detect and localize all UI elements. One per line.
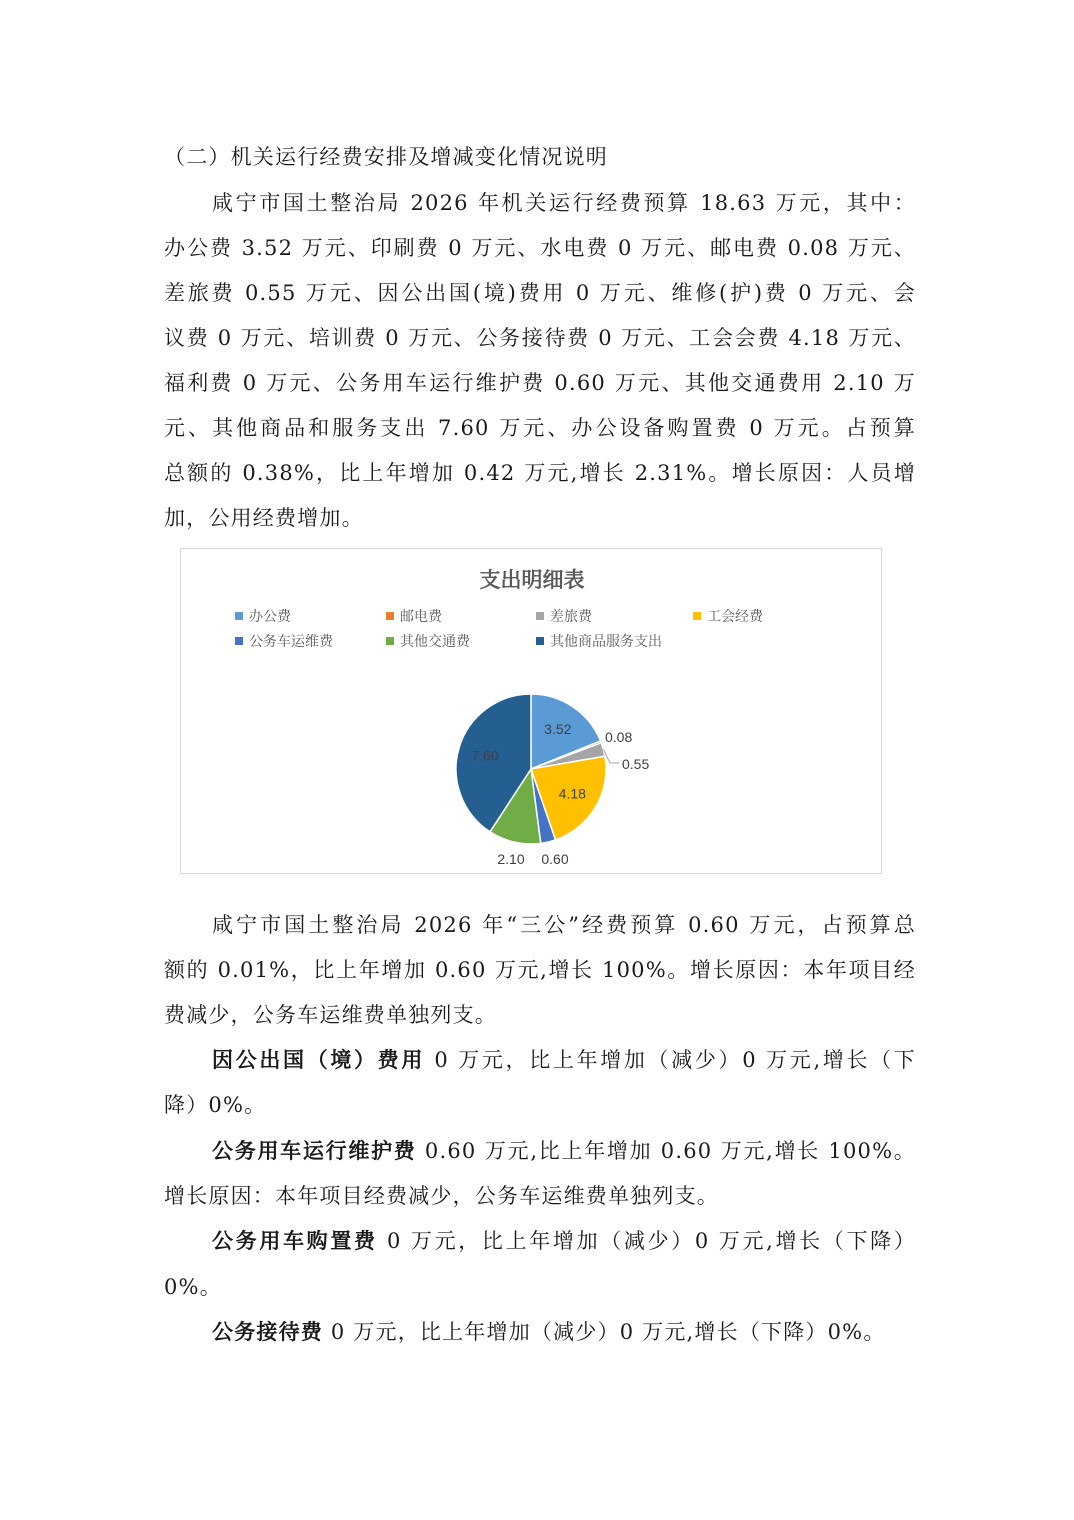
legend-item — [235, 633, 334, 650]
paragraph-line: 费减少，公务车运维费单独列支。 — [164, 1003, 497, 1027]
legend-swatch — [235, 612, 243, 620]
data-label: 7.60 — [471, 747, 499, 764]
paragraph-line: 增长原因：本年项目经费减少，公务车运维费单独列支。 — [164, 1184, 719, 1208]
legend-item — [536, 608, 593, 625]
paragraph-line: 加，公用经费增加。 — [164, 506, 364, 530]
legend-item — [386, 608, 443, 625]
reception-label: 公务接待费 — [212, 1319, 323, 1344]
legend-label: 工会经费 — [707, 609, 763, 625]
vehicle-ops-label: 公务用车运行维护费 — [212, 1138, 417, 1163]
data-label: 4.18 — [558, 785, 586, 802]
paragraph-line: 议费 0 万元、培训费 0 万元、公务接待费 0 万元、工会会费 4.18 万元、 — [164, 326, 916, 350]
reception-line — [212, 1317, 916, 1347]
legend-swatch — [386, 637, 394, 645]
legend-item — [386, 633, 471, 650]
outbound-expense-label: 因公出国（境）费用 — [212, 1047, 425, 1072]
vehicle-purchase-text: 0 万元，比上年增加（减少）0 万元,增长（下降） — [377, 1229, 917, 1253]
data-label: 0.60 — [541, 851, 569, 867]
legend-swatch — [235, 637, 243, 645]
reception-text: 0 万元，比上年增加（减少）0 万元,增长（下降）0%。 — [323, 1320, 886, 1344]
outbound-expense-text: 0 万元，比上年增加（减少）0 万元,增长（下 — [425, 1048, 916, 1072]
legend-label: 其他商品服务支出 — [550, 634, 662, 650]
vehicle-ops-line — [212, 1136, 916, 1166]
legend-item — [536, 633, 662, 650]
data-label: 0.55 — [622, 756, 650, 772]
vehicle-purchase-label: 公务用车购置费 — [212, 1228, 378, 1253]
chart-legend — [235, 608, 764, 650]
legend-item — [235, 608, 292, 625]
vehicle-ops-text: 0.60 万元,比上年增加 0.60 万元,增长 100%。 — [416, 1139, 916, 1163]
legend-label: 差旅费 — [550, 609, 592, 625]
legend-label: 邮电费 — [400, 609, 442, 625]
legend-swatch — [693, 612, 701, 620]
paragraph-line: 差旅费 0.55 万元、因公出国(境)费用 0 万元、维修(护)费 0 万元、会 — [164, 281, 916, 305]
data-label: 0.08 — [605, 729, 633, 745]
paragraph-line: 额的 0.01%，比上年增加 0.60 万元,增长 100%。增长原因：本年项目经 — [164, 958, 916, 982]
data-label: 3.52 — [544, 721, 572, 738]
paragraph-line: 元、其他商品和服务支出 7.60 万元、办公设备购置费 0 万元。占预算 — [164, 416, 916, 440]
paragraph-line: 咸宁市国土整治局 2026 年机关运行经费预算 18.63 万元，其中： — [212, 191, 916, 215]
chart-title: 支出明细表 — [479, 568, 585, 592]
legend-swatch — [536, 637, 544, 645]
paragraph-line: 总额的 0.38%，比上年增加 0.42 万元,增长 2.31%。增长原因：人员增 — [164, 461, 916, 485]
legend-item — [693, 608, 764, 625]
paragraph-line: 0%。 — [164, 1275, 222, 1299]
pie-chart-svg — [181, 549, 883, 875]
paragraph-line: 办公费 3.52 万元、印刷费 0 万元、水电费 0 万元、邮电费 0.08 万元、 — [164, 236, 916, 260]
legend-label: 公务车运维费 — [249, 634, 333, 650]
outbound-expense-line — [212, 1045, 916, 1075]
legend-label: 办公费 — [249, 609, 291, 625]
vehicle-purchase-line — [212, 1226, 916, 1256]
pie-slices — [456, 694, 606, 844]
paragraph-line: 福利费 0 万元、公务用车运行维护费 0.60 万元、其他交通费用 2.10 万 — [164, 371, 916, 395]
expense-pie-chart — [180, 548, 882, 874]
paragraph-line: 降）0%。 — [164, 1093, 267, 1117]
paragraph-line: 咸宁市国土整治局 2026 年“三公”经费预算 0.60 万元，占预算总 — [212, 913, 916, 937]
data-label: 2.10 — [497, 851, 525, 867]
legend-label: 其他交通费 — [400, 634, 470, 650]
section-heading: （二）机关运行经费安排及增减变化情况说明 — [164, 145, 608, 169]
legend-swatch — [536, 612, 544, 620]
legend-swatch — [386, 612, 394, 620]
